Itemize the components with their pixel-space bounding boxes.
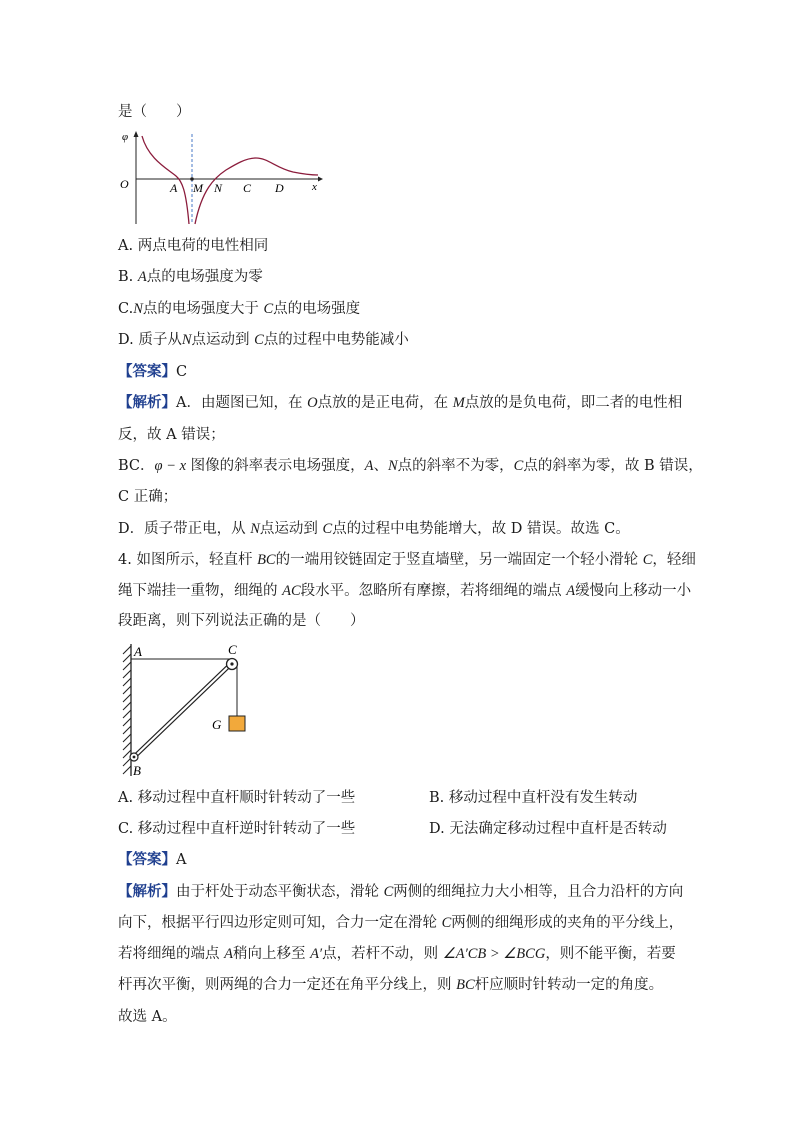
var: C — [263, 301, 274, 317]
origin-label: O — [120, 177, 129, 191]
var: C — [441, 915, 452, 931]
text: 杆应顺时针转动一定的角度。 — [474, 977, 664, 993]
text: 点的过程中电势能增大，故 D 错误。故选 C。 — [332, 521, 630, 537]
q3-phi-x-graph — [118, 128, 328, 228]
analysis-tag: 【解析】 — [118, 883, 176, 900]
var: C — [642, 552, 653, 568]
text: 点运动到 — [259, 521, 323, 537]
x-axis-arrow — [318, 177, 323, 182]
var: N — [181, 332, 192, 348]
text: 点的电场强度为零 — [146, 269, 263, 285]
text: 点的电场强度 — [273, 301, 361, 317]
point-a-label: A — [170, 181, 178, 195]
var: N — [388, 458, 398, 474]
y-axis-label: φ — [122, 131, 129, 143]
q3-analysis-3 — [118, 457, 703, 475]
answer-tag: 【答案】 — [118, 851, 176, 868]
curve-left — [142, 136, 189, 224]
q3-analysis-1 — [118, 394, 682, 412]
text: 若将细绳的端点 — [118, 946, 225, 962]
text: 绳下端挂一重物，细绳的 — [118, 583, 283, 599]
var: C — [513, 458, 524, 474]
q3-option-d — [118, 331, 409, 349]
text: 稍向上移至 — [232, 946, 311, 962]
var: A — [566, 583, 576, 599]
q4-answer — [118, 851, 186, 869]
text: ，则不能平衡，若要 — [545, 946, 676, 962]
formula: φ − x — [154, 458, 187, 474]
label-a: A — [134, 644, 142, 659]
text: 点的斜率为零，故 B 错误， — [523, 458, 703, 474]
var: O — [307, 395, 318, 411]
text: 两侧的细绳形成的夹角的平分线上， — [451, 915, 684, 931]
q4-rod-pulley-figure — [118, 640, 258, 780]
text: 的一端用铰链固定于竖直墙壁，另一端固定一个轻小滑轮 — [275, 552, 643, 568]
q4-analysis-3 — [118, 945, 676, 963]
q3-analysis-4: C 正确； — [118, 489, 178, 505]
q3-option-c — [118, 300, 360, 318]
text: D．质子带正电，从 — [118, 521, 251, 537]
q4-option-b: B. 移动过程中直杆没有发生转动 — [429, 790, 638, 806]
text: 点放的是正电荷，在 — [317, 395, 453, 411]
text: ，轻细 — [652, 552, 696, 568]
var: C — [254, 332, 264, 348]
q3-analysis-5 — [118, 520, 630, 538]
q3-answer — [118, 363, 187, 381]
text: A．由题图已知，在 — [176, 395, 308, 411]
point-d-label: D — [275, 181, 284, 195]
text: 杆再次平衡，则两绳的合力一定还在角平分线上，则 — [118, 977, 457, 993]
q4-option-c: C. 移动过程中直杆逆时针转动了一些 — [118, 821, 356, 837]
text: 向下，根据平行四边形定则可知，合力一定在滑轮 — [118, 915, 442, 931]
rod-bc-inner — [134, 663, 232, 757]
text: BC． — [118, 458, 155, 474]
var: BC — [456, 977, 475, 993]
text: 段水平。忽略所有摩擦，若将细绳的端点 — [300, 583, 567, 599]
formula: ∠A′CB > ∠BCG — [442, 946, 546, 962]
q4-analysis-5: 故选 A。 — [118, 1009, 177, 1025]
hinge-b-center — [133, 756, 136, 759]
text: 点的斜率不为零， — [397, 458, 514, 474]
text: C. — [118, 301, 134, 317]
text: 两侧的细绳拉力大小相等，且合力沿杆的方向 — [393, 884, 684, 900]
q4-stem-3: 段距离，则下列说法正确的是（ ） — [118, 613, 365, 629]
var: BC — [257, 552, 276, 568]
var: N — [250, 521, 260, 537]
point-m-label: M — [193, 181, 203, 195]
text: 由于杆处于动态平衡状态，滑轮 — [176, 884, 384, 900]
q4-stem-2 — [118, 582, 691, 600]
text: D. 质子从 — [118, 332, 182, 348]
var: A′ — [310, 946, 323, 962]
q3-option-b — [118, 268, 263, 286]
var: A — [364, 458, 374, 474]
q4-analysis-2 — [118, 914, 683, 932]
point-c-label: C — [243, 181, 252, 195]
var: A — [224, 946, 233, 962]
point-n-label: N — [214, 181, 223, 195]
q4-stem-1 — [118, 551, 696, 569]
text: 点的过程中电势能减小 — [263, 332, 409, 348]
var: A — [137, 269, 147, 285]
answer-value: C — [176, 364, 188, 380]
text: 点放的是负电荷，即二者的电性相 — [464, 395, 683, 411]
q4-analysis-1 — [118, 883, 683, 901]
var: M — [452, 395, 465, 411]
text: 缓慢向上移动一小 — [575, 583, 692, 599]
q4-option-d: D. 无法确定移动过程中直杆是否转动 — [429, 821, 667, 837]
text: B. — [118, 269, 138, 285]
q3-analysis-2: 反，故 A 错误； — [118, 427, 225, 443]
text: 、 — [373, 458, 388, 474]
text: 图像的斜率表示电场强度， — [186, 458, 365, 474]
var: C — [383, 884, 394, 900]
answer-value: A — [176, 852, 187, 868]
label-b: B — [133, 763, 141, 778]
x-axis-label: x — [312, 181, 317, 193]
var: AC — [282, 583, 301, 599]
q3-option-a: A. 两点电荷的电性相同 — [118, 238, 269, 254]
label-g: G — [212, 717, 222, 732]
text: 点，若杆不动，则 — [322, 946, 443, 962]
wall-hatching — [123, 646, 131, 774]
text: 4. 如图所示，轻直杆 — [118, 552, 258, 568]
text: 点运动到 — [191, 332, 255, 348]
y-axis-arrow — [134, 131, 139, 137]
answer-tag: 【答案】 — [118, 363, 176, 380]
pulley-c-center — [230, 662, 233, 665]
analysis-tag: 【解析】 — [118, 394, 176, 411]
var: N — [133, 301, 143, 317]
text: 点的电场强度大于 — [142, 301, 264, 317]
q4-analysis-4 — [118, 976, 663, 994]
weight-g — [229, 716, 245, 731]
q4-option-a: A. 移动过程中直杆顺时针转动了一些 — [118, 790, 356, 806]
label-c: C — [228, 642, 237, 657]
var: C — [322, 521, 333, 537]
q3-stem-tail: 是（ ） — [118, 104, 191, 120]
